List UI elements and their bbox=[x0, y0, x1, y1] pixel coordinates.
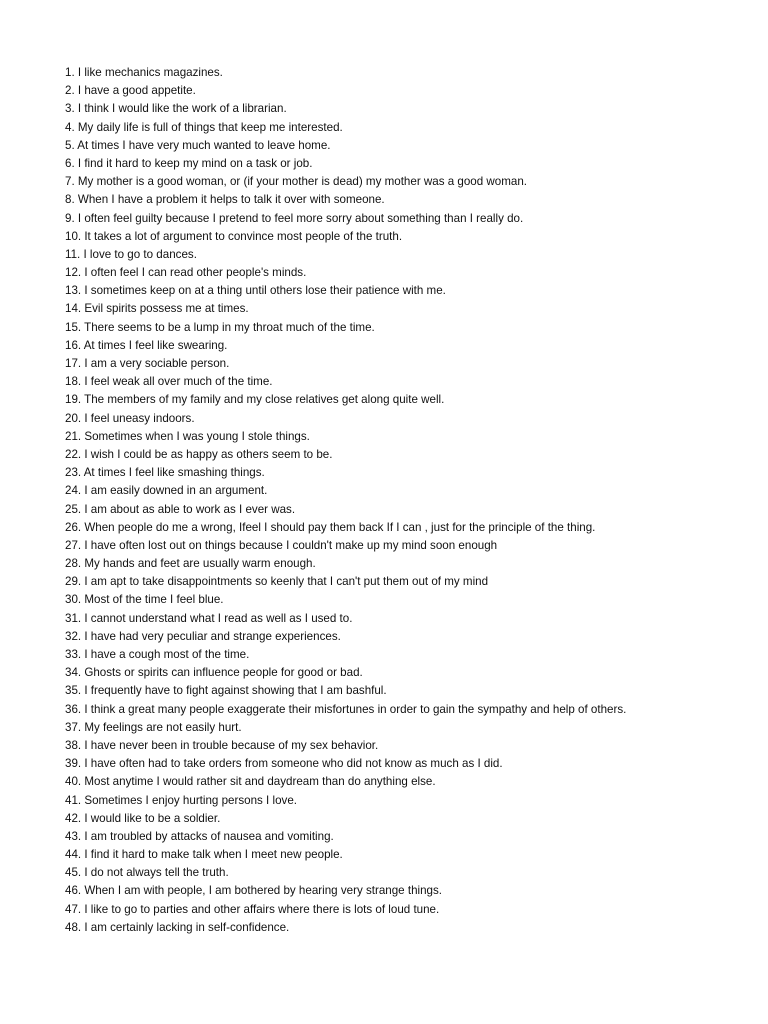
statement-12: 12. I often feel I can read other people's minds. bbox=[65, 266, 307, 280]
statement-9: 9. I often feel guilty because I pretend to feel more sorry about something than I really do. bbox=[65, 211, 524, 225]
statement-27: 27. I have often lost out on things because I couldn't make up my mind soon enough bbox=[65, 538, 498, 552]
statement-16: 16. At times I feel like swearing. bbox=[65, 338, 228, 352]
statement-19: 19. The members of my family and my close relatives get along quite well. bbox=[65, 393, 445, 407]
statement-46: 46. When I am with people, I am bothered by hearing very strange things. bbox=[65, 884, 443, 898]
statement-2: 2. I have a good appetite. bbox=[65, 84, 196, 98]
statement-6: 6. I find it hard to keep my mind on a task or job. bbox=[65, 156, 313, 170]
statement-33: 33. I have a cough most of the time. bbox=[65, 648, 250, 661]
statement-5: 5. At times I have very much wanted to leave home. bbox=[65, 138, 331, 152]
statement-22: 22. I wish I could be as happy as others seem to be. bbox=[65, 447, 333, 461]
statement-20: 20. I feel uneasy indoors. bbox=[65, 411, 195, 425]
statement-44: 44. I find it hard to make talk when I meet new people. bbox=[65, 848, 343, 862]
statement-21: 21. Sometimes when I was young I stole things. bbox=[65, 429, 310, 443]
statement-8: 8. When I have a problem it helps to talk it over with someone. bbox=[65, 193, 385, 207]
statement-32: 32. I have had very peculiar and strange experiences. bbox=[65, 629, 341, 643]
statement-17: 17. I am a very sociable person. bbox=[65, 357, 230, 370]
statement-45: 45. I do not always tell the truth. bbox=[65, 866, 229, 880]
statement-14: 14. Evil spirits possess me at times. bbox=[65, 302, 249, 316]
statement-29: 29. I am apt to take disappointments so keenly that I can't put them out of my mind bbox=[65, 575, 489, 589]
statement-35: 35. I frequently have to fight against showing that I am bashful. bbox=[65, 684, 387, 698]
statement-23: 23. At times I feel like smashing things. bbox=[65, 466, 265, 480]
statement-24: 24. I am easily downed in an argument. bbox=[65, 484, 268, 498]
statement-41: 41. Sometimes I enjoy hurting persons I love. bbox=[65, 793, 297, 807]
statement-37: 37. My feelings are not easily hurt. bbox=[65, 720, 242, 734]
statement-40: 40. Most anytime I would rather sit and daydream than do anything else. bbox=[65, 775, 436, 789]
statement-15: 15. There seems to be a lump in my throat much of the time. bbox=[65, 320, 375, 334]
statement-30: 30. Most of the time I feel blue. bbox=[65, 593, 224, 607]
statement-11: 11. I love to go to dances. bbox=[65, 247, 197, 261]
statement-43: 43. I am troubled by attacks of nausea and vomiting. bbox=[65, 829, 334, 843]
statement-39: 39. I have often had to take orders from someone who did not know as much as I did. bbox=[65, 757, 503, 771]
statement-38: 38. I have never been in trouble because of my sex behavior. bbox=[65, 738, 379, 752]
statement-26: 26. When people do me a wrong, Ifeel I should pay them back If I can , just for the principle of the thing. bbox=[65, 520, 596, 534]
statement-list bbox=[65, 64, 755, 937]
statement-4: 4. My daily life is full of things that keep me interested. bbox=[65, 120, 343, 134]
statement-34: 34. Ghosts or spirits can influence people for good or bad. bbox=[65, 666, 363, 680]
statement-31: 31. I cannot understand what I read as well as I used to. bbox=[65, 611, 353, 625]
statement-13: 13. I sometimes keep on at a thing until others lose their patience with me. bbox=[65, 284, 446, 298]
statement-28: 28. My hands and feet are usually warm enough. bbox=[65, 557, 316, 571]
statement-3: 3. I think I would like the work of a librarian. bbox=[65, 102, 287, 116]
statement-48: 48. I am certainly lacking in self-confidence. bbox=[65, 920, 290, 934]
statement-1: 1. I like mechanics magazines. bbox=[65, 66, 223, 79]
statement-18: 18. I feel weak all over much of the time. bbox=[65, 375, 273, 389]
statement-36: 36. I think a great many people exaggerate their misfortunes in order to gain the sympathy and help of others. bbox=[65, 702, 627, 716]
statement-42: 42. I would like to be a soldier. bbox=[65, 811, 221, 825]
statement-25: 25. I am about as able to work as I ever was. bbox=[65, 502, 296, 516]
statement-7: 7. My mother is a good woman, or (if your mother is dead) my mother was a good woman. bbox=[65, 175, 528, 189]
statement-10: 10. It takes a lot of argument to convince most people of the truth. bbox=[65, 229, 403, 243]
statement-47: 47. I like to go to parties and other affairs where there is lots of loud tune. bbox=[65, 902, 440, 916]
